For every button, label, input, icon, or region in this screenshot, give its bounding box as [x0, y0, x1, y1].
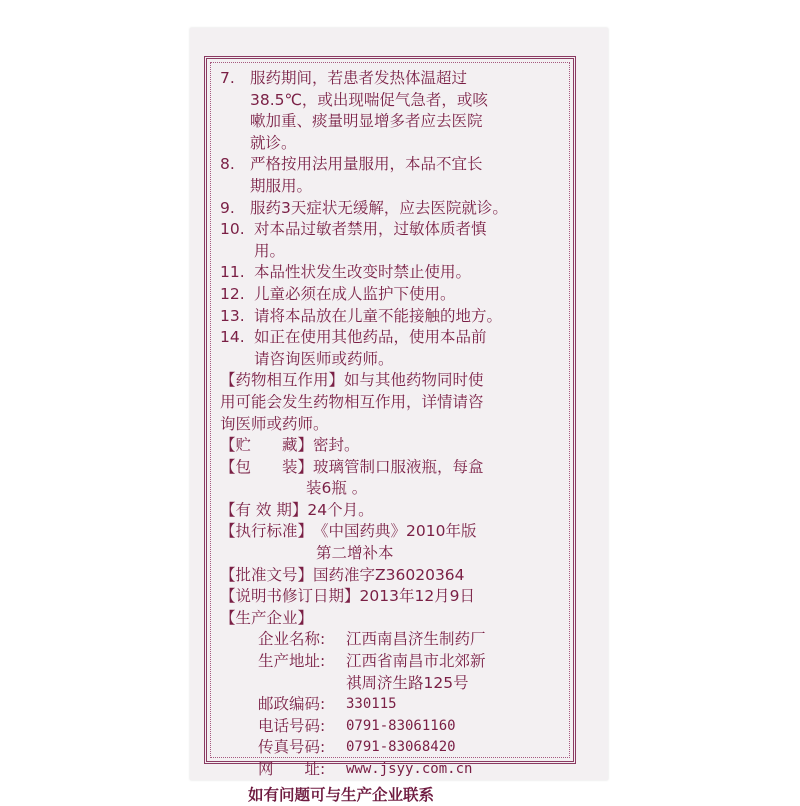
section-label: 【有 效 期】: [220, 500, 308, 519]
company-name-label: 企业名称:: [258, 630, 326, 649]
precaution-item-13: [220, 306, 576, 328]
item-text: 如正在使用其他药品，使用本品前: [254, 328, 487, 347]
section-value: 装6瓶 。: [306, 479, 368, 498]
contact-footer: 如有问题可与生产企业联系: [248, 785, 435, 804]
section-label: 【生产企业】: [220, 608, 314, 627]
item-number: 13.: [220, 306, 245, 325]
company-address-label: 生产地址:: [258, 652, 326, 671]
precaution-item-8: [220, 154, 576, 197]
standard-section: [220, 521, 576, 564]
item-text: 请将本品放在儿童不能接触的地方。: [254, 306, 503, 325]
item-text: 期服用。: [250, 176, 313, 195]
section-value: 国药准字Z36020364: [313, 565, 465, 584]
precaution-item-12: [220, 284, 576, 306]
section-text: 询医师或药师。: [220, 414, 329, 433]
section-label: 【说明书修订日期】: [220, 587, 360, 606]
item-text: 服药3天症状无缓解，应去医院就诊。: [250, 198, 508, 217]
item-text: 38.5℃，或出现喘促气急者，或咳: [250, 90, 488, 109]
item-number: 9.: [220, 198, 235, 217]
section-label: 【贮 藏】: [220, 436, 314, 455]
item-number: 11.: [220, 263, 245, 282]
validity-section: [220, 500, 576, 522]
leaflet-content: [220, 68, 576, 806]
fax-value: 0791-83068420: [346, 739, 456, 756]
item-text: 儿童必须在成人监护下使用。: [254, 284, 456, 303]
section-value: 24个月。: [307, 500, 374, 519]
item-number: 7.: [220, 69, 235, 87]
item-text: 服药期间，若患者发热体温超过: [250, 69, 468, 87]
item-number: 10.: [220, 220, 245, 239]
precaution-item-11: [220, 262, 576, 284]
website-value: www.jsyy.com.cn: [346, 761, 473, 777]
item-number: 14.: [220, 328, 245, 347]
approval-section: [220, 565, 576, 587]
storage-section: [220, 435, 576, 457]
item-text: 严格按用法用量服用，本品不宜长: [250, 155, 483, 174]
item-number: 12.: [220, 284, 245, 303]
item-text: 本品性状发生改变时禁止使用。: [254, 263, 472, 282]
item-text: 嗽加重、痰量明显增多者应去医院: [250, 112, 483, 131]
precaution-item-14: [220, 327, 576, 370]
section-value: 密封。: [313, 436, 360, 455]
section-label: 【包 装】: [220, 457, 314, 476]
postcode-value: 330115: [346, 696, 397, 713]
item-text: 请咨询医师或药师。: [254, 349, 394, 368]
package-section: [220, 457, 576, 500]
company-address-value: 江西省南昌市北郊新: [346, 652, 486, 671]
postcode-label: 邮政编码:: [258, 695, 326, 714]
item-text: 用。: [254, 241, 286, 260]
phone-value: 0791-83061160: [346, 717, 456, 734]
drug-interactions-section: [220, 370, 576, 435]
section-text: 用可能会发生药物相互作用，详情请咨: [220, 392, 484, 411]
section-value: 玻璃管制口服液瓶，每盒: [313, 457, 484, 476]
item-text: 对本品过敏者禁用，过敏体质者慎: [254, 220, 487, 239]
section-value: 2013年12月9日: [359, 587, 476, 606]
manufacturer-section: [220, 608, 576, 781]
section-label: 【执行标准】: [220, 522, 314, 541]
precaution-item-7: [220, 68, 576, 154]
item-number: 8.: [220, 155, 235, 174]
precaution-item-10: [220, 219, 576, 262]
fax-label: 传真号码:: [258, 738, 326, 757]
website-label: 网 址:: [258, 760, 326, 778]
company-name-value: 江西南昌济生制药厂: [346, 630, 486, 649]
precaution-item-9: [220, 198, 576, 220]
section-label: 【批准文号】: [220, 565, 314, 584]
phone-label: 电话号码:: [258, 716, 326, 735]
section-text: 【药物相互作用】如与其他药物同时使: [220, 371, 484, 390]
section-value: 《中国药典》2010年版: [313, 522, 477, 541]
item-text: 就诊。: [250, 133, 297, 152]
revision-date-section: [220, 586, 576, 608]
section-value: 第二增补本: [316, 544, 394, 563]
company-address-value: 祺周济生路125号: [346, 673, 469, 692]
